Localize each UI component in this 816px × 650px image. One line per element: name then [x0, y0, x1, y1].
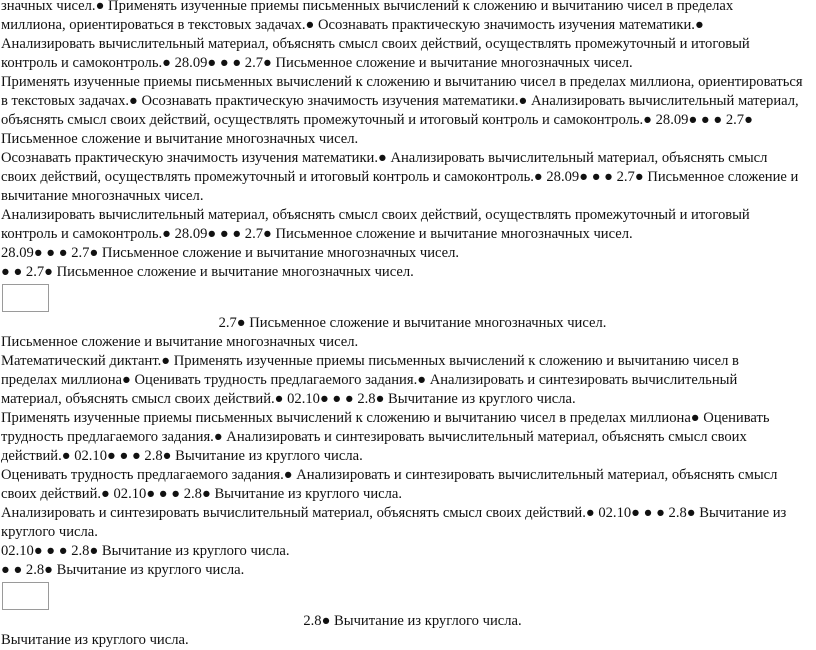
paragraph: ● ● 2.7● Письменное сложение и вычитание многозначных чисел. [1, 264, 414, 280]
slide-caption: 2.7● Письменное сложение и вычитание многозначных чисел. [218, 315, 607, 331]
paragraph: Применять изученные приемы письменных вычислений к сложению и вычитанию чисел в пределах миллиона● Оценивать трудность предлагаемого задания.● Анализировать и синтезировать вычислительный материал, объяснять смысл своих действий.● 02.10● ● ● 2.8● Вычитание из круглого числа. [1, 410, 770, 464]
slide-thumbnail[interactable] [2, 582, 49, 610]
paragraph: Вычитание из круглого числа. [1, 632, 189, 648]
slide-thumbnail[interactable] [2, 284, 49, 312]
paragraph: Применять изученные приемы письменных вычислений к сложению и вычитанию чисел в пределах миллиона, ориентироваться в текстовых задачах.● Осознавать практическую значимость изучения математики.● Анализировать вычислительный материал, объяснять смысл своих действий, осуществлять промежуточный и итоговый контроль и самоконтроль.● 28.09● ● ● 2.7● Письменное сложение и вычитание многозначных чисел. [1, 74, 803, 147]
paragraph: Осознавать практическую значимость изучения математики.● Анализировать вычислительный материал, объяснять смысл своих действий, осуществлять промежуточный и итоговый контроль и самоконтроль.● 28.09● ● ● 2.7● Письменное сложение и вычитание многозначных чисел. [1, 150, 799, 204]
paragraph: Анализировать вычислительный материал, объяснять смысл своих действий, осуществлять промежуточный и итоговый контроль и самоконтроль.● 28.09● ● ● 2.7● Письменное сложение и вычитание многозначных чисел. [1, 207, 750, 242]
paragraph: Оценивать трудность предлагаемого задания.● Анализировать и синтезировать вычислительный материал, объяснять смысл своих действий.● 02.10● ● ● 2.8● Вычитание из круглого числа. [1, 467, 778, 502]
paragraph: 28.09● ● ● 2.7● Письменное сложение и вычитание многозначных чисел. [1, 245, 460, 261]
paragraph: ● ● 2.8● Вычитание из круглого числа. [1, 562, 245, 578]
paragraph: Письменное сложение и вычитание многозначных чисел. [1, 334, 359, 350]
paragraph: Анализировать и синтезировать вычислительный материал, объяснять смысл своих действий.● 02.10● ● ● 2.8● Вычитание из круглого числа. [1, 505, 787, 540]
slide-caption: 2.8● Вычитание из круглого числа. [303, 613, 522, 629]
paragraph: Математический диктант.● Применять изученные приемы письменных вычислений к сложению и вычитанию чисел в пределах миллиона● Оценивать трудность предлагаемого задания.● Анализировать и синтезировать вычислительный материал, объяснять смысл своих действий.● 02.10● ● ● 2.8● Вычитание из круглого числа. [1, 353, 739, 407]
document-body [1, 0, 816, 650]
paragraph: 02.10● ● ● 2.8● Вычитание из круглого числа. [1, 543, 290, 559]
paragraph: значных чисел.● Применять изученные приемы письменных вычислений к сложению и вычитанию чисел в пределах миллиона, ориентироваться в текстовых задачах.● Осознавать практическую значимость изучения математики.● Анализировать вычислительный материал, объяснять смысл своих действий, осуществлять промежуточный и итоговый контроль и самоконтроль.● 28.09● ● ● 2.7● Письменное сложение и вычитание многозначных чисел. [1, 0, 750, 71]
